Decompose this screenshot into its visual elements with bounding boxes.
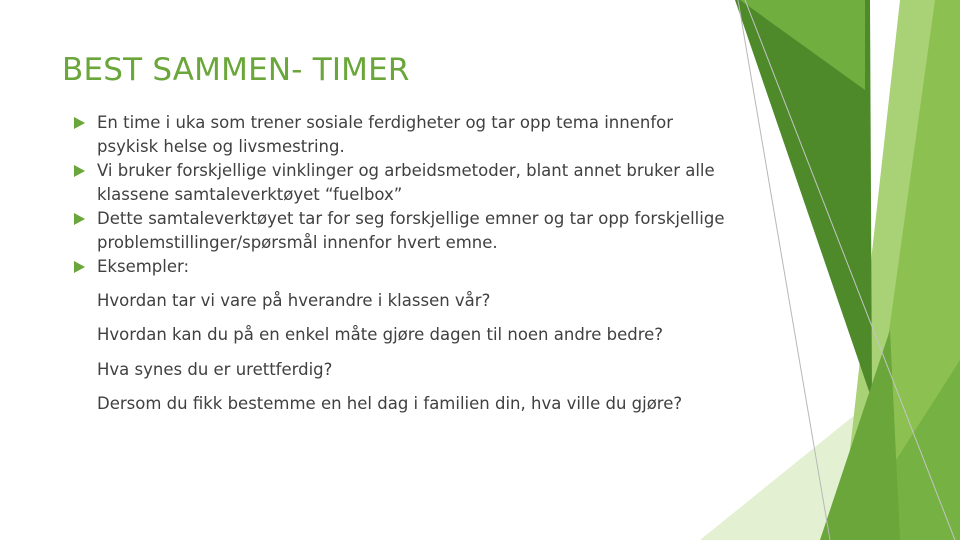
arrow-bullet-icon <box>74 117 85 129</box>
arrow-bullet-icon <box>74 165 85 177</box>
bullet-item <box>74 255 734 279</box>
example-question: Dersom du fikk bestemme en hel dag i familien din, hva ville du gjøre? <box>97 394 683 413</box>
bullet-text: En time i uka som trener sosiale ferdigheter og tar opp tema innenfor psykisk helse og livsmestring. <box>97 113 674 156</box>
example-question: Hva synes du er urettferdig? <box>97 360 333 379</box>
example-question: Hvordan kan du på en enkel måte gjøre dagen til noen andre bedre? <box>97 325 664 344</box>
bullet-list <box>74 111 734 279</box>
bullet-item <box>74 111 734 159</box>
bullet-text: Vi bruker forskjellige vinklinger og arbeidsmetoder, blant annet bruker alle klassene samtaleverktøyet “fuelbox” <box>97 161 715 204</box>
bullet-item <box>74 207 734 255</box>
slide-title: BEST SAMMEN- TIMER <box>62 52 410 88</box>
example-question: Hvordan tar vi vare på hverandre i klassen vår? <box>97 291 491 310</box>
arrow-bullet-icon <box>74 213 85 225</box>
bullet-text: Eksempler: <box>97 257 190 276</box>
bullet-text: Dette samtaleverktøyet tar for seg forskjellige emner og tar opp forskjellige problemstillinger/spørsmål innenfor hvert emne. <box>97 209 725 252</box>
bullet-item <box>74 159 734 207</box>
arrow-bullet-icon <box>74 261 85 273</box>
